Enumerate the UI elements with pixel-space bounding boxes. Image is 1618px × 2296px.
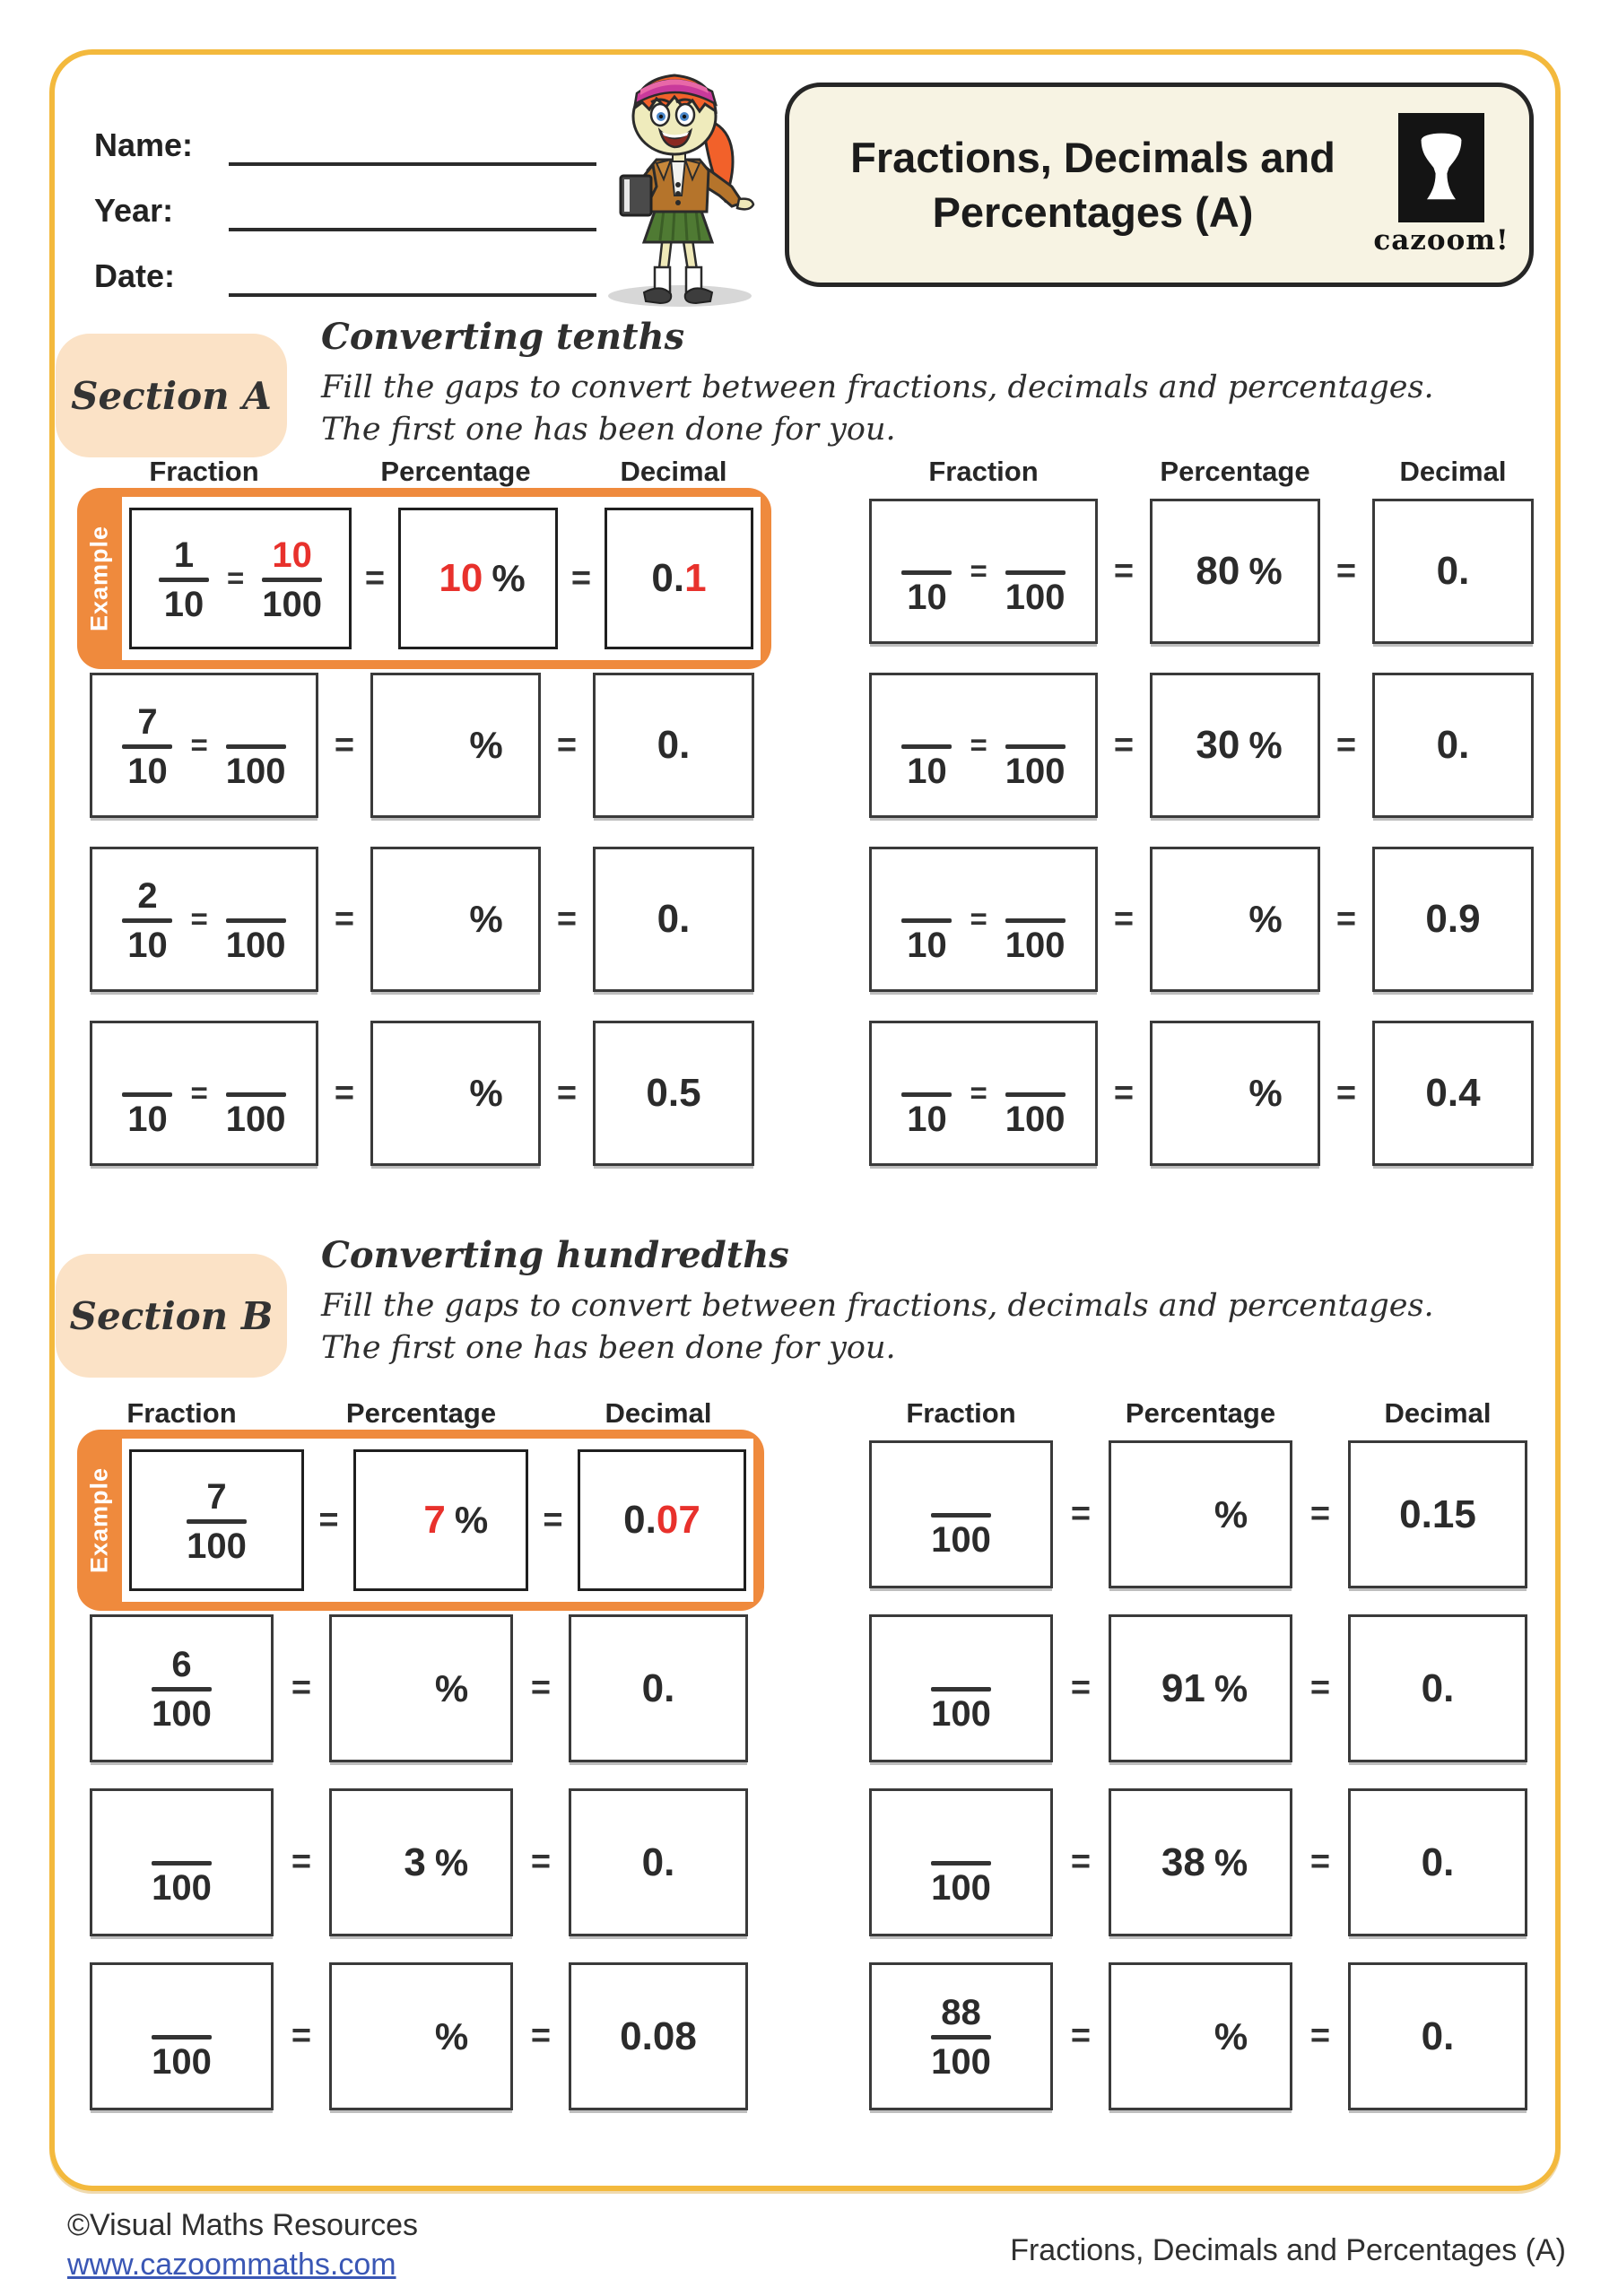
fraction-box — [869, 499, 1098, 644]
decimal-value: 0. — [651, 556, 685, 600]
equals-sign: = — [334, 726, 355, 764]
fraction-denominator: 100 — [152, 1868, 212, 1908]
fraction-numerator — [913, 526, 940, 570]
equals-sign: = — [190, 728, 208, 761]
equals-sign: = — [1113, 900, 1135, 938]
section-a-row-2 — [90, 673, 1570, 818]
conversion-cell — [869, 847, 1534, 992]
fraction-bar — [226, 744, 286, 749]
fraction-box — [129, 1449, 304, 1591]
equals-sign: = — [1070, 1669, 1092, 1707]
equals-sign: = — [291, 1843, 312, 1881]
equals-sign: = — [190, 1076, 208, 1109]
section-a-heading: Converting tenths — [321, 316, 685, 358]
percent-sign: % — [1248, 550, 1283, 592]
equals-sign: = — [291, 1669, 312, 1707]
fraction-numerator — [948, 1817, 975, 1860]
percentage-box — [1150, 1021, 1320, 1166]
equals-sign: = — [556, 1074, 578, 1112]
fraction-denominator: 10 — [127, 925, 168, 965]
decimal-box — [1348, 1962, 1527, 2110]
section-b-row-1 — [85, 1440, 1570, 1588]
fraction-denominator: 100 — [931, 1520, 991, 1560]
fraction-box — [869, 1614, 1053, 1762]
percent-sign: % — [434, 2014, 469, 2057]
percentage-box — [1109, 1788, 1292, 1936]
column-header-fraction: Fraction — [126, 1397, 237, 1429]
equals-sign: = — [1070, 1843, 1092, 1881]
fraction-box — [90, 847, 318, 992]
example-content — [122, 1439, 753, 1602]
fraction-denominator: 10 — [163, 584, 204, 624]
fraction-box — [869, 1788, 1053, 1936]
fraction-box — [869, 1962, 1053, 2110]
fraction-bar — [122, 918, 172, 923]
name-field — [94, 100, 596, 166]
student-info-fields — [94, 100, 596, 297]
fraction-box — [90, 673, 318, 818]
equals-sign: = — [1309, 1843, 1331, 1881]
fraction-bar — [901, 1092, 952, 1097]
equals-sign: = — [530, 2017, 552, 2055]
conversion-cell — [869, 1614, 1527, 1762]
fraction-box — [869, 1440, 1053, 1588]
copyright-text: ©Visual Maths Resources — [67, 2208, 419, 2242]
section-b-instruction-2: The first one has been done for you. — [321, 1329, 896, 1366]
section-a-instruction-2: The first one has been done for you. — [321, 411, 896, 448]
equals-sign: = — [1309, 1495, 1331, 1533]
section-b-heading: Converting hundredths — [321, 1234, 789, 1276]
year-label: Year: — [94, 192, 174, 229]
percent-sign: % — [1248, 898, 1283, 940]
section-a-example — [77, 488, 771, 669]
decimal-box — [593, 1021, 754, 1166]
fraction-bar — [122, 1092, 172, 1097]
fraction-denominator: 10 — [127, 751, 168, 791]
decimal-value: 0. — [641, 1665, 675, 1710]
fraction-bar — [152, 1861, 212, 1866]
fraction-numerator — [242, 874, 269, 918]
decimal-box — [1372, 847, 1534, 992]
equals-sign: = — [970, 1076, 987, 1109]
decimal-box — [1372, 673, 1534, 818]
equals-sign: = — [570, 559, 592, 597]
equals-sign: = — [556, 726, 578, 764]
fraction-bar — [931, 2035, 991, 2039]
cazoom-logo-text: cazoom! — [1373, 224, 1509, 257]
percentage-value: 80 — [1196, 549, 1240, 593]
percent-sign: % — [491, 557, 526, 599]
percentage-box — [370, 673, 541, 818]
percentage-value: 38 — [1161, 1839, 1205, 1884]
conversion-cell — [90, 847, 754, 992]
equals-sign: = — [364, 559, 386, 597]
fraction-bar — [901, 918, 952, 923]
percent-sign: % — [1214, 1666, 1248, 1709]
fraction-box — [90, 1788, 274, 1936]
percentage-box — [329, 1614, 513, 1762]
section-b-column-headers — [90, 1397, 1543, 1430]
fraction-numerator — [913, 874, 940, 918]
column-header-fraction: Fraction — [906, 1397, 1016, 1429]
decimal-value: 0.5 — [646, 1071, 701, 1115]
fraction-denominator: 100 — [1005, 751, 1066, 791]
fraction-denominator: 100 — [152, 2042, 212, 2082]
decimal-value-answer: 07 — [656, 1498, 700, 1542]
fraction-box — [869, 847, 1098, 992]
decimal-value: 0. — [1421, 2013, 1455, 2058]
section-b-instructions — [321, 1234, 1487, 1369]
decimal-value: 0.15 — [1399, 1492, 1476, 1536]
percentage-value: 10 — [439, 556, 483, 600]
conversion-cell — [90, 673, 754, 818]
fraction-numerator — [948, 1643, 975, 1686]
example-tab — [77, 1430, 122, 1611]
worksheet-title — [816, 130, 1370, 239]
equals-sign: = — [1335, 1074, 1357, 1112]
decimal-box — [569, 1788, 748, 1936]
fraction-numerator — [1022, 1048, 1048, 1091]
percentage-value: 30 — [1196, 723, 1240, 767]
section-a-column-headers — [90, 456, 1543, 488]
column-header-percentage: Percentage — [1125, 1397, 1276, 1429]
fraction-numerator: 10 — [272, 535, 312, 575]
section-b-example — [77, 1430, 764, 1611]
fraction-numerator — [1022, 526, 1048, 570]
equals-sign: = — [1113, 552, 1135, 590]
section-a-label: Section A — [56, 334, 287, 457]
conversion-cell — [90, 1788, 748, 1936]
fraction-bar — [931, 1687, 991, 1692]
conversion-cell — [90, 1962, 748, 2110]
equals-sign: = — [334, 1074, 355, 1112]
decimal-box — [605, 508, 753, 649]
equals-sign: = — [1070, 2017, 1092, 2055]
example-tab — [77, 488, 122, 669]
fraction-bar — [931, 1861, 991, 1866]
decimal-box — [578, 1449, 746, 1591]
conversion-cell — [869, 1440, 1527, 1588]
conversion-cell — [90, 1021, 754, 1166]
section-b-row-4 — [90, 1962, 1570, 2110]
fraction-denominator: 100 — [187, 1526, 247, 1566]
percentage-box — [329, 1962, 513, 2110]
fraction-denominator: 10 — [907, 577, 947, 617]
fraction-denominator: 100 — [931, 1868, 991, 1908]
percentage-box — [1150, 673, 1320, 818]
fraction-numerator — [134, 1048, 161, 1091]
fraction-denominator: 10 — [907, 751, 947, 791]
percentage-box — [329, 1788, 513, 1936]
percent-sign: % — [1248, 724, 1283, 766]
fraction-bar — [931, 1513, 991, 1518]
fraction-denominator: 10 — [127, 1099, 168, 1139]
conversion-cell — [869, 499, 1534, 644]
equals-sign: = — [1113, 726, 1135, 764]
equals-sign: = — [1335, 726, 1357, 764]
date-field — [94, 231, 596, 297]
equals-sign: = — [1309, 2017, 1331, 2055]
fraction-bar — [901, 744, 952, 749]
fraction-denominator: 100 — [1005, 577, 1066, 617]
decimal-box — [1348, 1788, 1527, 1936]
decimal-box — [593, 673, 754, 818]
section-b-grid — [85, 1440, 1570, 2136]
worksheet-title-line1: Fractions, Decimals and — [850, 133, 1335, 181]
fraction-bar — [1005, 918, 1066, 923]
name-label: Name: — [94, 126, 194, 163]
fraction-denominator: 100 — [225, 1099, 286, 1139]
cazoom-drum-icon — [1398, 113, 1484, 222]
fraction-denominator: 100 — [931, 1694, 991, 1734]
fraction-box — [869, 1021, 1098, 1166]
equals-sign: = — [1309, 1669, 1331, 1707]
decimal-box — [569, 1614, 748, 1762]
decimal-value: 0. — [641, 1839, 675, 1884]
section-b-row-2 — [90, 1614, 1570, 1762]
fraction-numerator: 88 — [941, 1993, 981, 2032]
section-a-instructions — [321, 316, 1487, 450]
decimal-value-answer: 1 — [684, 556, 707, 600]
fraction-bar — [159, 578, 209, 582]
percent-sign: % — [1248, 1072, 1283, 1114]
percent-sign: % — [1214, 2014, 1248, 2057]
fraction-denominator: 100 — [1005, 1099, 1066, 1139]
equals-sign: = — [1070, 1495, 1092, 1533]
conversion-cell — [90, 1614, 748, 1762]
fraction-numerator — [948, 1469, 975, 1512]
fraction-box — [90, 1962, 274, 2110]
cazoom-logo — [1370, 113, 1513, 257]
percentage-value: 91 — [1161, 1665, 1205, 1710]
section-a-row-3 — [90, 847, 1570, 992]
fraction-bar — [187, 1519, 247, 1524]
column-header-fraction: Fraction — [928, 456, 1039, 487]
equals-sign: = — [970, 902, 987, 935]
column-header-decimal: Decimal — [605, 1397, 712, 1429]
equals-sign: = — [530, 1843, 552, 1881]
fraction-numerator — [169, 1817, 196, 1860]
fraction-denominator: 100 — [225, 751, 286, 791]
decimal-box — [1372, 499, 1534, 644]
column-header-decimal: Decimal — [1399, 456, 1507, 487]
decimal-value: 0.9 — [1425, 897, 1481, 941]
equals-sign: = — [226, 561, 245, 595]
fraction-numerator: 2 — [137, 875, 158, 916]
fraction-numerator — [169, 1991, 196, 2034]
equals-sign: = — [1335, 900, 1357, 938]
section-a-row-1 — [85, 499, 1570, 644]
fraction-box — [129, 508, 352, 649]
fraction-numerator: 6 — [171, 1645, 192, 1684]
fraction-bar — [152, 2035, 212, 2039]
percent-sign: % — [434, 1666, 469, 1709]
decimal-box — [1348, 1614, 1527, 1762]
fraction-denominator: 10 — [907, 1099, 947, 1139]
percent-sign: % — [1214, 1840, 1248, 1883]
date-label: Date: — [94, 257, 176, 294]
fraction-numerator — [242, 1048, 269, 1091]
fraction-denominator: 100 — [1005, 925, 1066, 965]
fraction-box — [90, 1614, 274, 1762]
decimal-value: 0. — [623, 1498, 657, 1542]
column-header-fraction: Fraction — [149, 456, 259, 487]
equals-sign: = — [556, 900, 578, 938]
equals-sign: = — [530, 1669, 552, 1707]
section-a-row-4 — [90, 1021, 1570, 1166]
section-b-row-3 — [90, 1788, 1570, 1936]
percentage-box — [1150, 499, 1320, 644]
fraction-numerator: 7 — [206, 1476, 227, 1517]
percentage-box — [398, 508, 558, 649]
fraction-bar — [901, 570, 952, 575]
percentage-value: 7 — [423, 1498, 446, 1542]
conversion-cell — [869, 673, 1534, 818]
fraction-box — [90, 1021, 318, 1166]
fraction-bar — [152, 1687, 212, 1692]
fraction-numerator — [1022, 700, 1048, 744]
section-a-grid — [85, 499, 1570, 1195]
column-header-percentage: Percentage — [345, 1397, 497, 1429]
fraction-denominator: 100 — [262, 584, 323, 624]
column-header-percentage: Percentage — [1160, 456, 1310, 487]
equals-sign: = — [543, 1500, 563, 1539]
fraction-numerator — [242, 700, 269, 744]
percent-sign: % — [434, 1840, 469, 1883]
fraction-bar — [226, 918, 286, 923]
fraction-bar — [1005, 1092, 1066, 1097]
conversion-cell — [869, 1962, 1527, 2110]
section-b-label: Section B — [56, 1254, 287, 1378]
percentage-box — [1109, 1614, 1292, 1762]
decimal-value: 0. — [657, 723, 691, 767]
decimal-value: 0.08 — [620, 2013, 697, 2058]
fraction-bar — [1005, 570, 1066, 575]
percentage-box — [353, 1449, 528, 1591]
percentage-box — [1109, 1440, 1292, 1588]
name-line — [229, 121, 596, 166]
decimal-box — [569, 1962, 748, 2110]
percentage-box — [1109, 1962, 1292, 2110]
column-header-percentage: Percentage — [380, 456, 531, 487]
decimal-box — [1348, 1440, 1527, 1588]
equals-sign: = — [970, 554, 987, 587]
fraction-numerator: 7 — [137, 701, 158, 742]
percent-sign: % — [469, 724, 503, 766]
conversion-cell — [869, 1021, 1534, 1166]
percent-sign: % — [469, 898, 503, 940]
percent-sign: % — [1214, 1492, 1248, 1535]
conversion-cell — [869, 1788, 1527, 1936]
equals-sign: = — [1113, 1074, 1135, 1112]
worksheet-title-line2: Percentages (A) — [932, 188, 1254, 236]
example-content — [122, 497, 761, 660]
fraction-numerator: 1 — [173, 535, 195, 575]
percentage-value: 3 — [404, 1839, 426, 1884]
percentage-box — [370, 847, 541, 992]
fraction-denominator: 100 — [931, 2042, 991, 2082]
decimal-box — [1372, 1021, 1534, 1166]
fraction-bar — [262, 578, 322, 582]
equals-sign: = — [190, 902, 208, 935]
fraction-bar — [122, 744, 172, 749]
decimal-value: 0. — [657, 897, 691, 941]
percent-sign: % — [469, 1072, 503, 1114]
worksheet-title-box — [785, 83, 1534, 287]
example-tab-label: Example — [85, 525, 113, 632]
decimal-box — [593, 847, 754, 992]
section-b-instruction-1: Fill the gaps to convert between fractions, decimals and percentages. — [321, 1288, 1434, 1324]
column-header-decimal: Decimal — [1384, 1397, 1492, 1429]
percentage-box — [1150, 847, 1320, 992]
fraction-denominator: 100 — [152, 1694, 212, 1734]
equals-sign: = — [1335, 552, 1357, 590]
section-a-instruction-1: Fill the gaps to convert between fractions, decimals and percentages. — [321, 370, 1434, 405]
percent-sign: % — [454, 1499, 489, 1541]
example-tab-label: Example — [85, 1466, 113, 1574]
decimal-value: 0. — [1421, 1665, 1455, 1710]
column-header-decimal: Decimal — [620, 456, 727, 487]
fraction-bar — [226, 1092, 286, 1097]
fraction-bar — [1005, 744, 1066, 749]
footer-worksheet-title: Fractions, Decimals and Percentages (A) — [1010, 2233, 1566, 2267]
equals-sign: = — [334, 900, 355, 938]
year-field — [94, 166, 596, 231]
date-line — [229, 252, 596, 297]
equals-sign: = — [970, 728, 987, 761]
decimal-value: 0.4 — [1425, 1071, 1481, 1115]
fraction-numerator — [1022, 874, 1048, 918]
equals-sign: = — [318, 1500, 339, 1539]
cazoommaths-link[interactable]: www.cazoommaths.com — [67, 2248, 396, 2282]
decimal-value: 0. — [1436, 549, 1470, 593]
decimal-value: 0. — [1421, 1839, 1455, 1884]
fraction-denominator: 10 — [907, 925, 947, 965]
fraction-numerator — [913, 1048, 940, 1091]
decimal-value: 0. — [1436, 723, 1470, 767]
year-line — [229, 187, 596, 231]
percentage-box — [370, 1021, 541, 1166]
fraction-box — [869, 673, 1098, 818]
fraction-numerator — [913, 700, 940, 744]
student-mascot-illustration — [581, 52, 777, 312]
fraction-denominator: 100 — [225, 925, 286, 965]
equals-sign: = — [291, 2017, 312, 2055]
